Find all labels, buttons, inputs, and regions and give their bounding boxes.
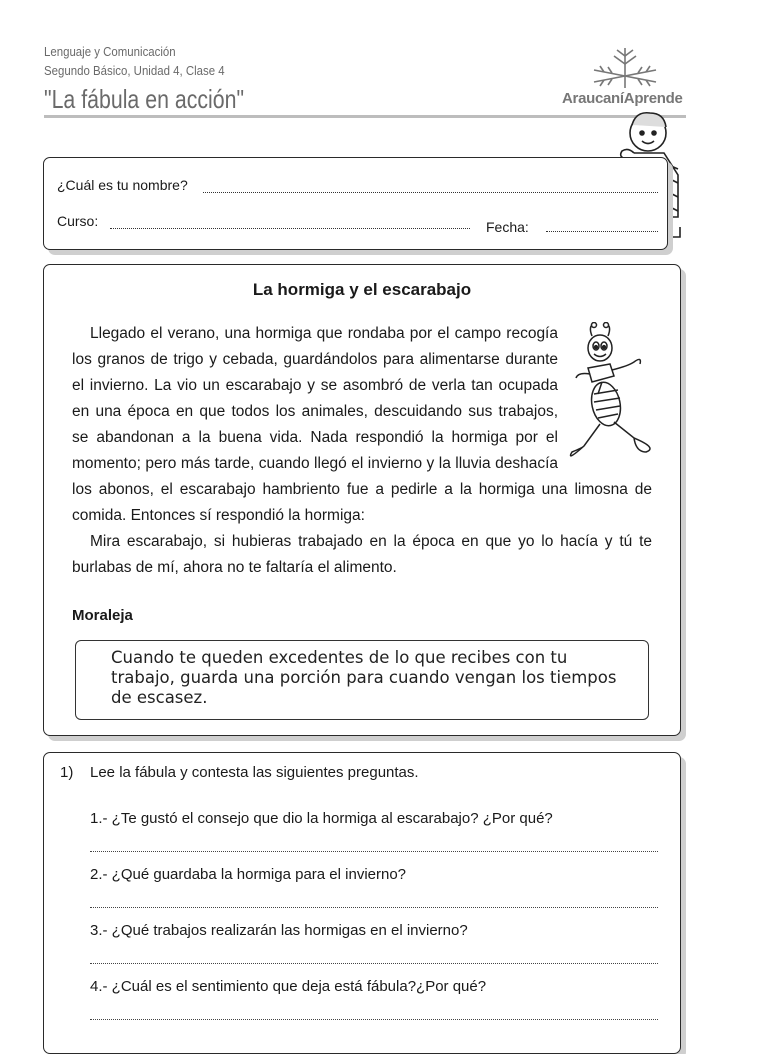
page-title: "La fábula en acción" (44, 84, 245, 114)
date-field[interactable] (546, 231, 658, 232)
question-4: 4.- ¿Cuál es el sentimiento que deja está fábula?¿Por qué? (90, 978, 487, 995)
answer-line-3[interactable] (90, 963, 658, 964)
moral-text: Cuando te queden excedentes de lo que recibes con tu trabajo, guarda una porción para cuando vengan los tiempos de escasez. (111, 648, 617, 707)
story-paragraph: Mira escarabajo, si hubieras trabajado en la época en que yo lo hacía y tú te burlabas de mí, ahora no te faltaría el alimento. (72, 533, 652, 576)
snowflake-pine-icon (590, 46, 660, 90)
answer-line-1[interactable] (90, 851, 658, 852)
student-info-box (43, 157, 668, 250)
moral-label: Moraleja (72, 607, 133, 624)
subject-label: Lenguaje y Comunicación (44, 44, 176, 59)
name-field[interactable] (203, 192, 658, 193)
questions-intro: Lee la fábula y contesta las siguientes preguntas. (90, 764, 419, 781)
question-3: 3.- ¿Qué trabajos realizarán las hormigas en el invierno? (90, 922, 468, 939)
course-unit-label: Segundo Básico, Unidad 4, Clase 4 (44, 63, 225, 78)
story-paragraph: Llegado el verano, una hormiga que rondaba por el campo recogía los granos de trigo y cebada, guardándolos para alimentarse durante el invierno. La vio un escarabajo y se asombró de verla tan ocupada en una época en que todos los animales, descuidando sus trabajos, se abandonan a la buena vida. Nada respondió la hormiga por el momento; pero más tarde, cuando llegó el invierno y la lluvia deshacía los abonos, el escarabajo hambriento fue a pedirle a la hormiga una limosna de comida. Entonces sí respondió la hormiga: (72, 325, 652, 524)
course-label: Curso: (57, 213, 99, 229)
date-label: Fecha: (486, 219, 529, 235)
name-label: ¿Cuál es tu nombre? (57, 177, 188, 193)
logo-text: AraucaníAprende (562, 90, 683, 107)
course-field[interactable] (110, 228, 470, 229)
answer-line-4[interactable] (90, 1019, 658, 1020)
question-2: 2.- ¿Qué guardaba la hormiga para el invierno? (90, 866, 407, 883)
story-title: La hormiga y el escarabajo (252, 280, 472, 299)
answer-line-2[interactable] (90, 907, 658, 908)
questions-number: 1) (60, 764, 74, 781)
story-body (72, 321, 652, 581)
header-divider (44, 115, 686, 118)
questions-box (43, 752, 681, 1054)
question-1: 1.- ¿Te gustó el consejo que dio la hormiga al escarabajo? ¿Por qué? (90, 810, 553, 827)
